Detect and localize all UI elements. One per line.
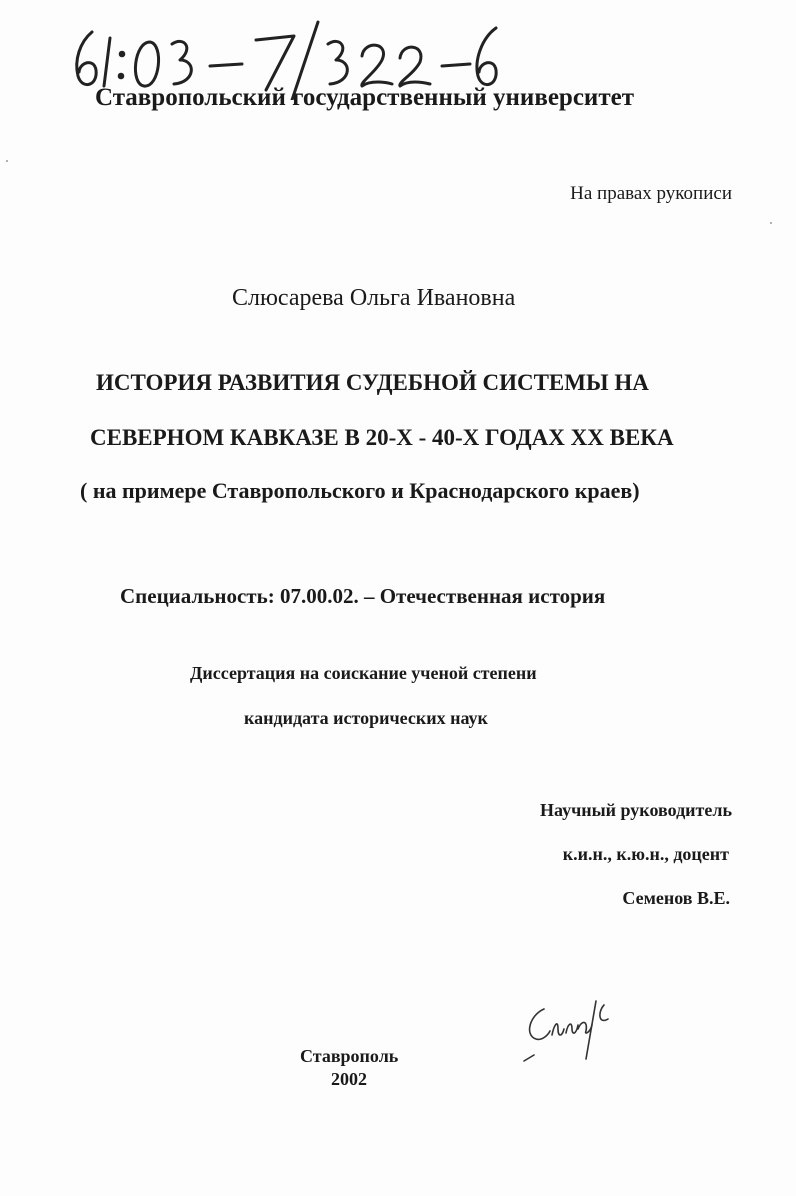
- title-line-1: ИСТОРИЯ РАЗВИТИЯ СУДЕБНОЙ СИСТЕМЫ НА: [96, 370, 649, 395]
- author-name: Слюсарева Ольга Ивановна: [232, 285, 516, 311]
- supervisor-degree: к.и.н., к.ю.н., доцент: [562, 844, 729, 864]
- scan-speck: [770, 222, 772, 224]
- dissertation-line-2: кандидата исторических наук: [244, 708, 488, 728]
- supervisor-name: Семенов В.Е.: [622, 888, 730, 908]
- title-line-2: СЕВЕРНОМ КАВКАЗЕ В 20-Х - 40-Х ГОДАХ ХХ ВЕКА: [90, 425, 674, 450]
- supervisor-label: Научный руководитель: [540, 800, 732, 820]
- university-name: Ставропольский государственный университет: [95, 84, 634, 111]
- specialty: Специальность: 07.00.02. – Отечественная история: [120, 584, 606, 608]
- dissertation-line-1: Диссертация на соискание ученой степени: [190, 663, 537, 683]
- scan-speck: [6, 160, 8, 162]
- manuscript-note: На правах рукописи: [570, 183, 732, 204]
- title-subtitle: ( на примере Ставропольского и Краснодарского краев): [80, 478, 640, 503]
- year: 2002: [331, 1069, 367, 1089]
- city: Ставрополь: [300, 1046, 399, 1066]
- signature: [512, 995, 622, 1075]
